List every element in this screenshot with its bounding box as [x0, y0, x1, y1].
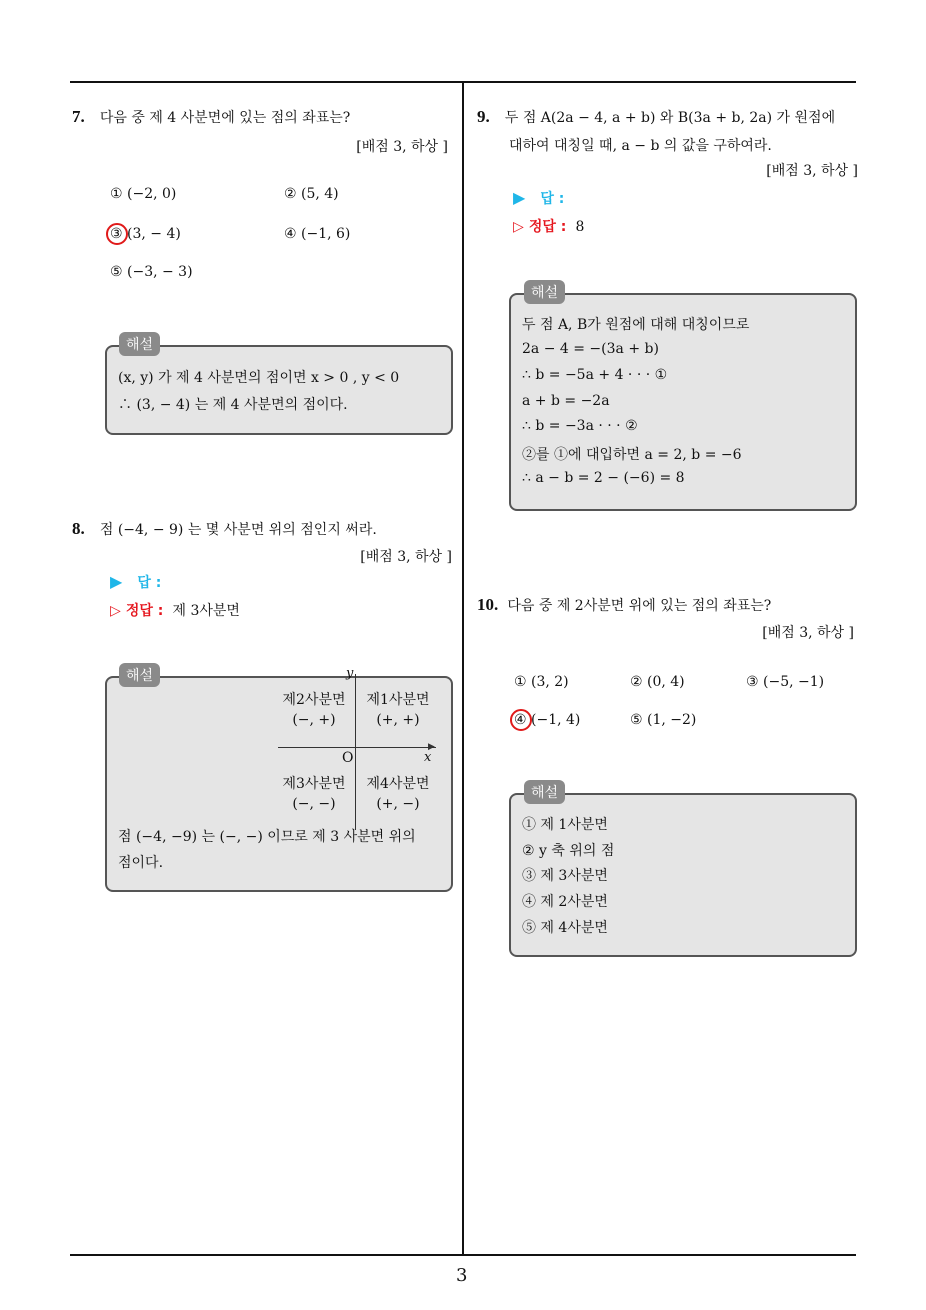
explanation-line: ②를 ①에 대입하면 a = 2, b = −6 [522, 447, 742, 463]
question-text: 다음 중 제 2사분면 위에 있는 점의 좌표는? [507, 598, 772, 614]
question-10 [477, 592, 857, 620]
question-text: 점 (−4, − 9) 는 몇 사분면 위의 점인지 써라. [99, 522, 377, 538]
score-meta: [배점 3, 하상 ] [356, 139, 448, 155]
explanation-line: (x, y) 가 제 4 사분면의 점이면 x > 0 , y < 0 [118, 370, 400, 386]
correct-label: 정답 : [528, 219, 567, 235]
question-text-cont: 대하여 대칭일 때, a − b 의 값을 구하여라. [509, 138, 772, 154]
question-7 [72, 104, 452, 132]
explanation-tag: 해설 [119, 332, 160, 356]
explanation-line: ② y 축 위의 점 [522, 843, 615, 859]
correct-value: 8 [575, 219, 585, 235]
score-meta: [배점 3, 하상 ] [360, 549, 452, 565]
option-2[interactable]: ② (0, 4) [630, 674, 685, 690]
x-axis-label: x [424, 750, 432, 765]
explanation-line: 점 (−4, −9) 는 (−, −) 이므로 제 3 사분면 위의 [118, 829, 416, 845]
explanation-line: ③ 제 3사분면 [522, 868, 608, 884]
explanation-line: a + b = −2a [522, 393, 610, 409]
quadrant-3 [274, 774, 354, 814]
answer-row [513, 188, 564, 208]
explanation-line: 점이다. [118, 855, 164, 871]
play-arrow-icon: ▶ [110, 572, 123, 591]
y-axis [355, 674, 356, 830]
explanation-line: 두 점 A, B가 원점에 대해 대칭이므로 [522, 317, 750, 333]
quadrant-name: 제4사분면 [366, 776, 430, 792]
quadrant-2 [274, 690, 354, 730]
option-3[interactable]: ③ (−5, −1) [746, 674, 825, 690]
quadrant-sign: (+, −) [376, 796, 420, 812]
quadrant-diagram [270, 666, 440, 831]
quadrant-sign: (−, −) [292, 796, 336, 812]
question-text: 두 점 A(2a − 4, a + b) 와 B(3a + b, 2a) 가 원점에 [504, 110, 836, 126]
outline-arrow-icon: ▷ [110, 603, 121, 619]
explanation-line: ① 제 1사분면 [522, 817, 608, 833]
explanation-tag: 해설 [119, 663, 160, 687]
explanation-line: ④ 제 2사분면 [522, 894, 608, 910]
explanation-line: ∴ (3, − 4) 는 제 4 사분면의 점이다. [118, 397, 348, 413]
correct-row [110, 600, 240, 620]
quadrant-name: 제2사분면 [282, 692, 346, 708]
option-4[interactable]: ④ (−1, 6) [284, 226, 351, 242]
explanation-tag: 해설 [524, 280, 565, 304]
quadrant-sign: (−, +) [292, 712, 336, 728]
correct-row [513, 216, 584, 236]
quadrant-name: 제3사분면 [282, 776, 346, 792]
option-5[interactable]: ⑤ (1, −2) [630, 712, 697, 728]
answer-row [110, 572, 161, 592]
question-number: 8. [72, 519, 85, 538]
outline-arrow-icon: ▷ [513, 219, 524, 235]
option-5[interactable]: ⑤ (−3, − 3) [110, 264, 193, 280]
y-axis-label: y [346, 666, 354, 681]
explanation-line: ⑤ 제 4사분면 [522, 920, 608, 936]
question-9 [477, 104, 857, 132]
option-1[interactable]: ① (3, 2) [514, 674, 569, 690]
explanation-line: 2a − 4 = −(3a + b) [522, 341, 659, 357]
question-8 [72, 516, 452, 544]
explanation-box [105, 345, 453, 435]
option-3[interactable]: ③ (3, − 4) [110, 226, 181, 242]
question-number: 7. [72, 107, 85, 126]
x-axis-arrow-icon: ▶ [428, 742, 435, 752]
explanation-tag: 해설 [524, 780, 565, 804]
correct-label: 정답 : [125, 603, 164, 619]
correct-value: 제 3사분면 [172, 603, 240, 619]
question-text: 다음 중 제 4 사분면에 있는 점의 좌표는? [99, 110, 351, 126]
quadrant-sign: (+, +) [376, 712, 420, 728]
answer-label: 답 : [137, 575, 162, 591]
x-axis [278, 747, 436, 748]
column-divider [462, 81, 464, 1256]
score-meta: [배점 3, 하상 ] [766, 163, 858, 179]
quadrant-4 [358, 774, 438, 814]
explanation-line: ∴ b = −5a + 4 · · · ① [522, 367, 668, 383]
option-1[interactable]: ① (−2, 0) [110, 186, 177, 202]
explanation-line: ∴ b = −3a · · · ② [522, 418, 638, 434]
quadrant-name: 제1사분면 [366, 692, 430, 708]
play-arrow-icon: ▶ [513, 188, 526, 207]
option-4[interactable]: ④ (−1, 4) [514, 712, 581, 728]
answer-label: 답 : [540, 191, 565, 207]
page-number: 3 [456, 1265, 468, 1286]
explanation-line: ∴ a − b = 2 − (−6) = 8 [522, 470, 685, 486]
quadrant-1 [358, 690, 438, 730]
origin-label: O [342, 750, 354, 766]
score-meta: [배점 3, 하상 ] [762, 625, 854, 641]
option-2[interactable]: ② (5, 4) [284, 186, 339, 202]
question-number: 10. [477, 595, 499, 614]
question-number: 9. [477, 107, 490, 126]
